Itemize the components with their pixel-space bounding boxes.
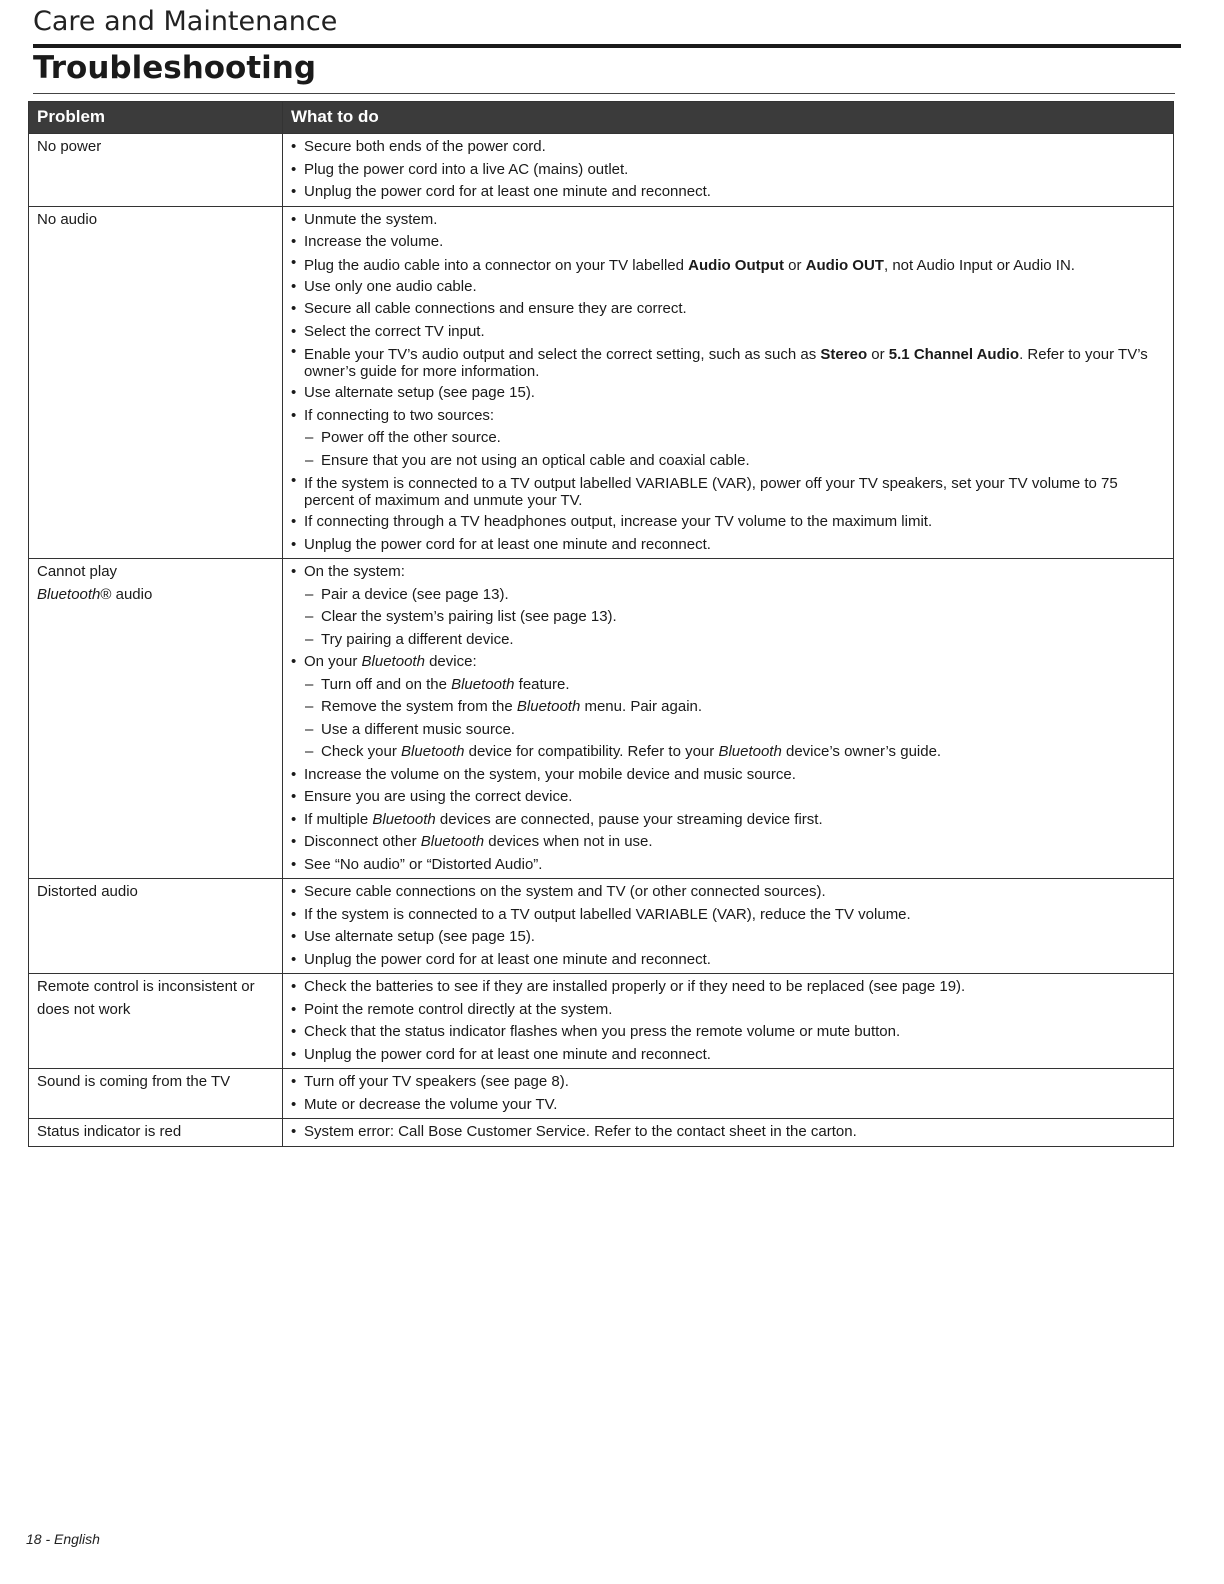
problem-cell (29, 559, 283, 879)
problem-cell (29, 1069, 283, 1119)
problem-text: Distorted audio (37, 883, 138, 900)
bullet-item: • Unplug the power cord for at least one minute and reconnect. (291, 1044, 1165, 1067)
action-cell (283, 974, 1174, 1069)
bullet-item: • Increase the volume on the system, your mobile device and music source. (291, 764, 1165, 787)
bullet-item: • Unplug the power cord for at least one minute and reconnect. (291, 949, 1165, 972)
sub-item: – Check your Bluetooth device for compatibility. Refer to your Bluetooth device’s owner’s guide. (291, 741, 1165, 764)
header-what-to-do: What to do (283, 102, 1174, 134)
sub-item: – Turn off and on the Bluetooth feature. (291, 674, 1165, 697)
bullet-item: • Increase the volume. (291, 231, 1165, 254)
problem-cell (29, 206, 283, 559)
problem-text-line2: Bluetooth® audio (37, 585, 153, 603)
bullet-item: • See “No audio” or “Distorted Audio”. (291, 854, 1165, 877)
bullet-item: • Plug the power cord into a live AC (mains) outlet. (291, 159, 1165, 182)
table-row (29, 206, 1174, 559)
bullet-item: • Use only one audio cable. (291, 276, 1165, 299)
bullet-item: • Use alternate setup (see page 15). (291, 926, 1165, 949)
sub-item: – Power off the other source. (291, 427, 1165, 450)
table-row (29, 559, 1174, 879)
bullet-item: • Enable your TV’s audio output and select the correct setting, such as such as Stereo or 5.1 Channel Audio. Refer to your TV’s owner’s guide for more information. (291, 343, 1165, 382)
sub-item: – Pair a device (see page 13). (291, 584, 1165, 607)
sub-item: – Try pairing a different device. (291, 629, 1165, 652)
sub-item: – Clear the system’s pairing list (see page 13). (291, 606, 1165, 629)
bullet-item: • Secure all cable connections and ensure they are correct. (291, 298, 1165, 321)
bullet-item: • On the system: (291, 561, 1165, 584)
table-row (29, 1119, 1174, 1147)
table-body (29, 134, 1174, 1147)
bullet-item: • Ensure you are using the correct device. (291, 786, 1165, 809)
table-row (29, 974, 1174, 1069)
bullet-item: • If the system is connected to a TV output labelled VARIABLE (VAR), power off your TV speakers, set your TV volume to 75 percent of maximum and unmute your TV. (291, 472, 1165, 511)
action-cell (283, 1119, 1174, 1147)
action-list (291, 1071, 1165, 1116)
bullet-item: • Unplug the power cord for at least one minute and reconnect. (291, 181, 1165, 204)
bullet-item: • Mute or decrease the volume your TV. (291, 1094, 1165, 1117)
bullet-item: • System error: Call Bose Customer Service. Refer to the contact sheet in the carton. (291, 1121, 1165, 1144)
problem-text: Cannot play (37, 563, 118, 580)
action-cell (283, 134, 1174, 207)
problem-text: Remote control is inconsistent or does not work (37, 978, 255, 1018)
action-list (291, 561, 1165, 876)
action-cell (283, 1069, 1174, 1119)
problem-cell (29, 1119, 283, 1147)
action-cell (283, 206, 1174, 559)
problem-cell (29, 134, 283, 207)
action-list (291, 136, 1165, 204)
bullet-item: • If the system is connected to a TV output labelled VARIABLE (VAR), reduce the TV volume. (291, 904, 1165, 927)
problem-cell (29, 879, 283, 974)
sub-item: – Ensure that you are not using an optical cable and coaxial cable. (291, 450, 1165, 473)
bullet-item: • If multiple Bluetooth devices are connected, pause your streaming device first. (291, 809, 1165, 832)
problem-text: Status indicator is red (37, 1123, 182, 1140)
table-row (29, 879, 1174, 974)
bullet-item: • If connecting through a TV headphones output, increase your TV volume to the maximum limit. (291, 511, 1165, 534)
problem-text: No audio (37, 210, 98, 228)
action-list (291, 1121, 1165, 1144)
problem-text: Sound is coming from the TV (37, 1073, 231, 1090)
page-footer: 18 - English (26, 1531, 100, 1547)
bullet-item: • Plug the audio cable into a connector on your TV labelled Audio Output or Audio OUT, not Audio Input or Audio IN. (291, 254, 1165, 276)
problem-text: No power (37, 138, 102, 155)
bullet-item: • Check the batteries to see if they are installed properly or if they need to be replaced (see page 19). (291, 976, 1165, 999)
bullet-item: • Secure both ends of the power cord. (291, 136, 1165, 159)
bullet-item: • Unplug the power cord for at least one minute and reconnect. (291, 534, 1165, 557)
bullet-item: • Check that the status indicator flashes when you press the remote volume or mute button. (291, 1021, 1165, 1044)
section-title: Care and Maintenance (33, 6, 338, 37)
header-rule (33, 44, 1181, 48)
problem-cell (29, 974, 283, 1069)
action-list (291, 976, 1165, 1066)
table-row (29, 1069, 1174, 1119)
bullet-item: • On your Bluetooth device: (291, 651, 1165, 674)
troubleshooting-table (28, 101, 1174, 1147)
action-list (291, 209, 1165, 557)
action-list (291, 881, 1165, 971)
bullet-item: • Use alternate setup (see page 15). (291, 382, 1165, 405)
action-cell (283, 879, 1174, 974)
sub-item: – Use a different music source. (291, 719, 1165, 742)
title-rule (33, 93, 1175, 94)
bullet-item: • Point the remote control directly at the system. (291, 999, 1165, 1022)
table-header-row (29, 102, 1174, 134)
bullet-item: • Unmute the system. (291, 209, 1165, 232)
bullet-item: • If connecting to two sources: (291, 405, 1165, 428)
header-problem: Problem (29, 102, 283, 134)
bullet-item: • Select the correct TV input. (291, 321, 1165, 344)
table-row (29, 134, 1174, 207)
sub-item: – Remove the system from the Bluetooth menu. Pair again. (291, 696, 1165, 719)
page-title: Troubleshooting (33, 50, 317, 86)
bullet-item: • Turn off your TV speakers (see page 8). (291, 1071, 1165, 1094)
action-cell (283, 559, 1174, 879)
bullet-item: • Disconnect other Bluetooth devices when not in use. (291, 831, 1165, 854)
bullet-item: • Secure cable connections on the system and TV (or other connected sources). (291, 881, 1165, 904)
